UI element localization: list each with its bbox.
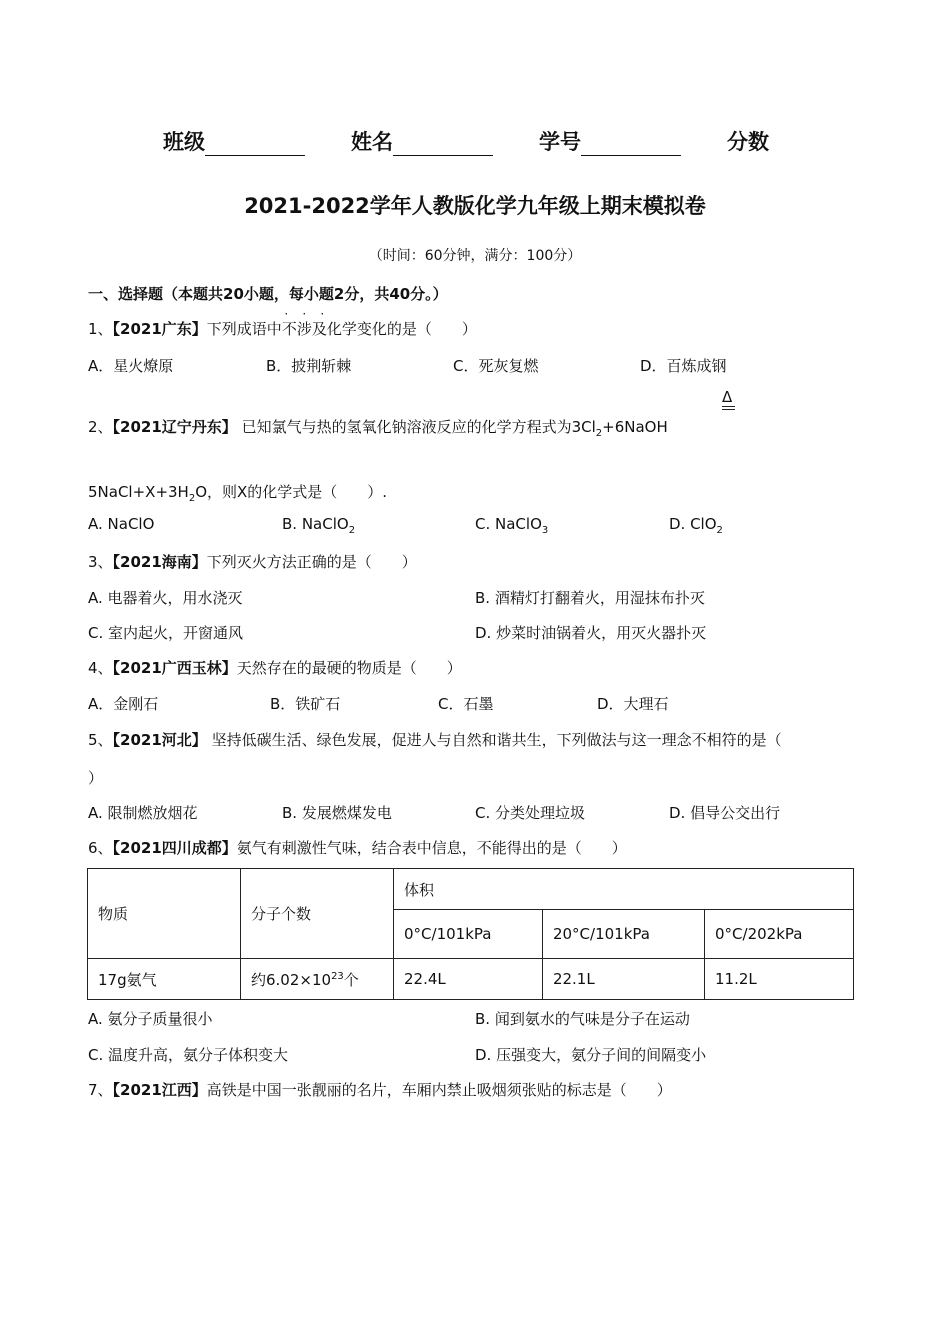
section-title: 一、选择题（本题共20小题，每小题2分，共40分。） [88, 285, 448, 303]
emphasis-text: 不涉及 · · · [281, 307, 327, 338]
student-id-blank[interactable] [581, 137, 681, 156]
question-7: 7、【2021江西】高铁是中国一张靓丽的名片，车厢内禁止吸烟须张贴的标志是（ ） [88, 1081, 672, 1099]
question-4: 4、【2021广西玉林】天然存在的最硬的物质是（ ） [88, 659, 462, 677]
question-source: 【2021海南】 [112, 553, 207, 571]
option-c[interactable]: C．死灰复燃 [453, 357, 539, 375]
option-b[interactable]: B．披荆斩棘 [266, 357, 352, 375]
option-d[interactable]: D. 炒菜时油锅着火，用灭火器扑灭 [475, 624, 707, 642]
name-blank[interactable] [393, 137, 493, 156]
option-a[interactable]: A. NaClO [88, 515, 155, 533]
substance-cell: 17g氨气 [88, 959, 241, 1000]
volume-cell: 22.1L [542, 959, 704, 1000]
option-b[interactable]: B. NaClO$_2$ [282, 515, 356, 536]
question-6: 6、【2021四川成都】氨气有刺激性气味，结合表中信息，不能得出的是（ ） [88, 839, 627, 857]
question-source: 【2021江西】 [112, 1081, 207, 1099]
option-b[interactable]: B．铁矿石 [270, 695, 341, 713]
question-source: 【2021四川成都】 [112, 839, 237, 857]
option-a[interactable]: A．星火燎原 [88, 357, 174, 375]
question-1: 1、【2021广东】下列成语中不涉及 · · · 化学变化的是（ ） [88, 307, 477, 338]
molecule-count-cell: 约$6.02\times 10^{23}$个 [241, 959, 394, 1000]
option-d[interactable]: D．百炼成钢 [640, 357, 727, 375]
option-a[interactable]: A．金刚石 [88, 695, 159, 713]
volume-cell: 22.4L [394, 959, 543, 1000]
question-source: 【2021广西玉林】 [112, 659, 237, 677]
question-source: 【2021辽宁丹东】 [112, 418, 237, 436]
student-id-label: 学号 [539, 130, 581, 154]
option-d[interactable]: D. 压强变大，氨分子间的间隔变小 [475, 1046, 707, 1064]
option-c[interactable]: C．石墨 [438, 695, 494, 713]
question-2: 2、【2021辽宁丹东】 已知氯气与热的氢氧化钠溶液反应的化学方程式为$3Cl_2+6NaOH$ [88, 418, 668, 439]
exam-subtitle: （时间：60分钟，满分：100分） [368, 248, 582, 264]
volume-cell: 11.2L [705, 959, 854, 1000]
option-a[interactable]: A. 电器着火，用水浇灭 [88, 589, 243, 607]
question-source: 【2021河北】 [112, 731, 207, 749]
option-b[interactable]: B. 发展燃煤发电 [282, 804, 392, 822]
option-c[interactable]: C. 温度升高，氨分子体积变大 [88, 1046, 289, 1064]
exam-title: 2021-2022学年人教版化学九年级上期末模拟卷 [244, 194, 706, 218]
option-c[interactable]: C. 分类处理垃圾 [475, 804, 586, 822]
class-blank[interactable] [205, 137, 305, 156]
condition-cell: 0°C/202kPa [705, 910, 854, 959]
option-c[interactable]: C. NaClO$_3$ [475, 515, 549, 536]
name-label: 姓名 [351, 130, 393, 154]
condition-cell: 0°C/101kPa [394, 910, 543, 959]
question-2-cont: $5NaCl+X+3H_2O$，则X的化学式是（ ）. [88, 483, 388, 504]
option-d[interactable]: D. ClO$_2$ [669, 515, 723, 536]
question-3: 3、【2021海南】下列灭火方法正确的是（ ） [88, 553, 417, 571]
heat-condition-symbol: Δ [722, 390, 735, 410]
option-d[interactable]: D. 倡导公交出行 [669, 804, 781, 822]
score-label: 分数 [727, 130, 769, 154]
question-5-cont: ） [88, 769, 104, 787]
question-source: 【2021广东】 [112, 320, 207, 338]
ammonia-data-table [87, 868, 854, 1000]
option-a[interactable]: A. 氨分子质量很小 [88, 1010, 213, 1028]
header-molecule-count: 分子个数 [241, 869, 394, 959]
option-b[interactable]: B. 酒精灯打翻着火，用湿抹布扑灭 [475, 589, 705, 607]
option-c[interactable]: C. 室内起火，开窗通风 [88, 624, 244, 642]
condition-cell: 20°C/101kPa [542, 910, 704, 959]
option-a[interactable]: A. 限制燃放烟花 [88, 804, 198, 822]
student-info-line [163, 126, 769, 156]
header-substance: 物质 [88, 869, 241, 959]
option-b[interactable]: B. 闻到氨水的气味是分子在运动 [475, 1010, 690, 1028]
option-d[interactable]: D．大理石 [597, 695, 669, 713]
question-5: 5、【2021河北】 坚持低碳生活、绿色发展，促进人与自然和谐共生，下列做法与这一理念不相符的是（ [88, 731, 782, 749]
header-volume: 体积 [394, 869, 854, 910]
class-label: 班级 [163, 130, 205, 154]
